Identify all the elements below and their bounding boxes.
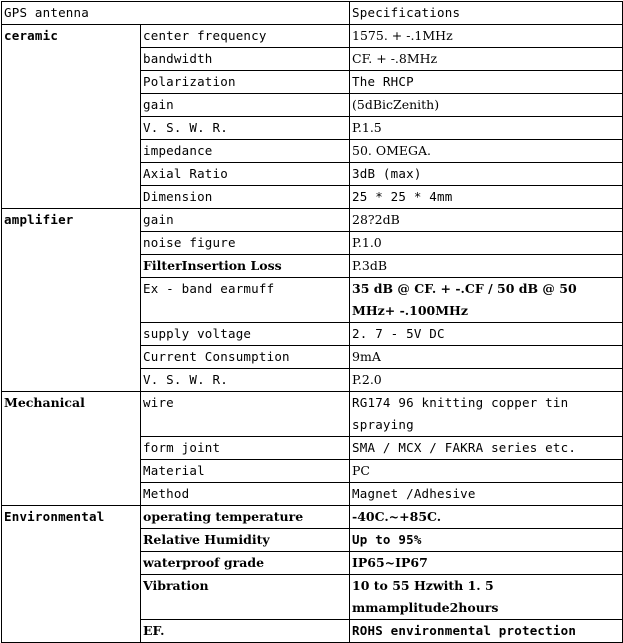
- header-specifications: Specifications: [350, 2, 623, 25]
- value-cell: CF. + -.8MHz: [350, 48, 623, 71]
- param-cell: operating temperature: [141, 506, 350, 529]
- value-cell: 9mA: [350, 346, 623, 369]
- param-cell: Current Consumption: [141, 346, 350, 369]
- param-cell: EF.: [141, 620, 350, 643]
- category-amplifier: amplifier: [2, 209, 141, 392]
- param-cell: bandwidth: [141, 48, 350, 71]
- value-cell: PC: [350, 460, 623, 483]
- category-mechanical: Mechanical: [2, 392, 141, 506]
- value-cell: -40C.~+85C.: [350, 506, 623, 529]
- table-row: [2, 392, 623, 437]
- value-cell: 10 to 55 Hzwith 1. 5 mmamplitude2hours: [350, 575, 623, 620]
- param-cell: impedance: [141, 140, 350, 163]
- param-cell: V. S. W. R.: [141, 117, 350, 140]
- value-cell: 3dB (max): [350, 163, 623, 186]
- value-cell: ROHS environmental protection: [350, 620, 623, 643]
- table-row: [2, 209, 623, 232]
- param-cell: Dimension: [141, 186, 350, 209]
- value-cell: P.3dB: [350, 255, 623, 278]
- param-cell: V. S. W. R.: [141, 369, 350, 392]
- value-cell: 28?2dB: [350, 209, 623, 232]
- param-cell: Relative Humidity: [141, 529, 350, 552]
- param-cell: waterproof grade: [141, 552, 350, 575]
- value-cell: 25 * 25 * 4mm: [350, 186, 623, 209]
- param-cell: supply voltage: [141, 323, 350, 346]
- value-cell: 50. OMEGA.: [350, 140, 623, 163]
- category-environmental: Environmental: [2, 506, 141, 643]
- value-cell: Up to 95%: [350, 529, 623, 552]
- value-cell: The RHCP: [350, 71, 623, 94]
- param-cell: Polarization: [141, 71, 350, 94]
- param-cell: noise figure: [141, 232, 350, 255]
- param-cell: wire: [141, 392, 350, 437]
- param-cell: Vibration: [141, 575, 350, 620]
- table-row: [2, 506, 623, 529]
- value-cell: P.1.0: [350, 232, 623, 255]
- table-row: [2, 25, 623, 48]
- value-cell: P.1.5: [350, 117, 623, 140]
- value-cell: RG174 96 knitting copper tin spraying: [350, 392, 623, 437]
- header-row: [2, 2, 623, 25]
- header-product: GPS antenna: [2, 2, 350, 25]
- param-cell: Material: [141, 460, 350, 483]
- value-cell: 1575. + -.1MHz: [350, 25, 623, 48]
- param-cell: Axial Ratio: [141, 163, 350, 186]
- value-cell: SMA / MCX / FAKRA series etc.: [350, 437, 623, 460]
- value-cell: Magnet /Adhesive: [350, 483, 623, 506]
- param-cell: Method: [141, 483, 350, 506]
- param-cell: Ex - band earmuff: [141, 278, 350, 323]
- value-cell: 2. 7 - 5V DC: [350, 323, 623, 346]
- category-ceramic: ceramic: [2, 25, 141, 209]
- param-cell: form joint: [141, 437, 350, 460]
- param-cell: gain: [141, 209, 350, 232]
- param-cell: gain: [141, 94, 350, 117]
- value-cell: P.2.0: [350, 369, 623, 392]
- param-cell: center frequency: [141, 25, 350, 48]
- value-cell: IP65~IP67: [350, 552, 623, 575]
- value-cell: 35 dB @ CF. + -.CF / 50 dB @ 50 MHz+ -.100MHz: [350, 278, 623, 323]
- spec-table: [1, 1, 623, 643]
- param-cell: FilterInsertion Loss: [141, 255, 350, 278]
- value-cell: (5dBicZenith): [350, 94, 623, 117]
